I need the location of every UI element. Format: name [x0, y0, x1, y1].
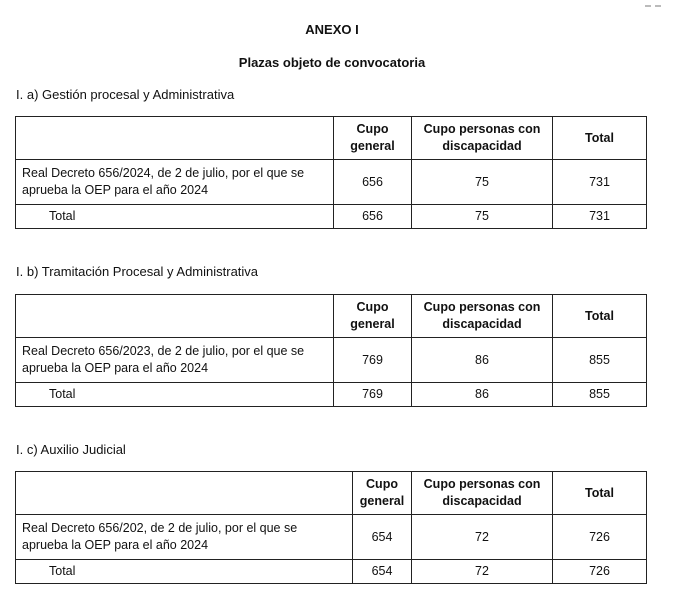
row-label: Real Decreto 656/2023, de 2 de julio, por el que se aprueba la OEP para el año 2024: [16, 338, 334, 383]
table-row: [16, 160, 647, 205]
header-cupo-discapacidad: Cupo personas con discapacidad: [412, 472, 553, 515]
total-cupo-general: 654: [353, 560, 412, 584]
annex-title: ANEXO I: [305, 22, 359, 37]
header-empty-cell: [16, 295, 334, 338]
cell-total: 726: [553, 515, 647, 560]
cell-cupo-discapacidad: 72: [412, 515, 553, 560]
section-heading-b: I. b) Tramitación Procesal y Administrativa: [16, 264, 259, 279]
header-total: Total: [553, 472, 647, 515]
section-heading-a: I. a) Gestión procesal y Administrativa: [16, 87, 235, 102]
table-header-row: [16, 472, 647, 515]
cell-total: 855: [553, 338, 647, 383]
header-empty-cell: [16, 472, 353, 515]
header-cupo-general: Cupo general: [353, 472, 412, 515]
row-label: Real Decreto 656/202, de 2 de julio, por el que se aprueba la OEP para el año 2024: [16, 515, 353, 560]
header-empty-cell: [16, 117, 334, 160]
total-cupo-discapacidad: 86: [412, 383, 553, 407]
row-label: Real Decreto 656/2024, de 2 de julio, por el que se aprueba la OEP para el año 2024: [16, 160, 334, 205]
cell-cupo-general: 769: [334, 338, 412, 383]
total-label: Total: [16, 383, 334, 407]
table-row: [16, 515, 647, 560]
header-cupo-general: Cupo general: [334, 295, 412, 338]
total-label: Total: [16, 205, 334, 229]
cell-cupo-general: 654: [353, 515, 412, 560]
total-cupo-discapacidad: 75: [412, 205, 553, 229]
page-edge-mark: [645, 0, 675, 2]
header-total: Total: [553, 295, 647, 338]
header-cupo-discapacidad: Cupo personas con discapacidad: [412, 117, 553, 160]
total-row: [16, 560, 647, 584]
header-total: Total: [553, 117, 647, 160]
section-heading-c: I. c) Auxilio Judicial: [16, 442, 126, 457]
total-cupo-discapacidad: 72: [412, 560, 553, 584]
total-label: Total: [16, 560, 353, 584]
header-cupo-discapacidad: Cupo personas con discapacidad: [412, 295, 553, 338]
table-row: [16, 338, 647, 383]
table-section-c: [15, 471, 647, 584]
total-total: 726: [553, 560, 647, 584]
total-cupo-general: 656: [334, 205, 412, 229]
cell-total: 731: [553, 160, 647, 205]
table-header-row: [16, 117, 647, 160]
table-header-row: [16, 295, 647, 338]
cell-cupo-discapacidad: 86: [412, 338, 553, 383]
header-cupo-general: Cupo general: [334, 117, 412, 160]
cell-cupo-general: 656: [334, 160, 412, 205]
total-row: [16, 383, 647, 407]
total-row: [16, 205, 647, 229]
total-total: 731: [553, 205, 647, 229]
annex-subtitle: Plazas objeto de convocatoria: [238, 55, 426, 70]
table-section-a: [15, 116, 647, 229]
table-section-b: [15, 294, 647, 407]
total-total: 855: [553, 383, 647, 407]
total-cupo-general: 769: [334, 383, 412, 407]
cell-cupo-discapacidad: 75: [412, 160, 553, 205]
